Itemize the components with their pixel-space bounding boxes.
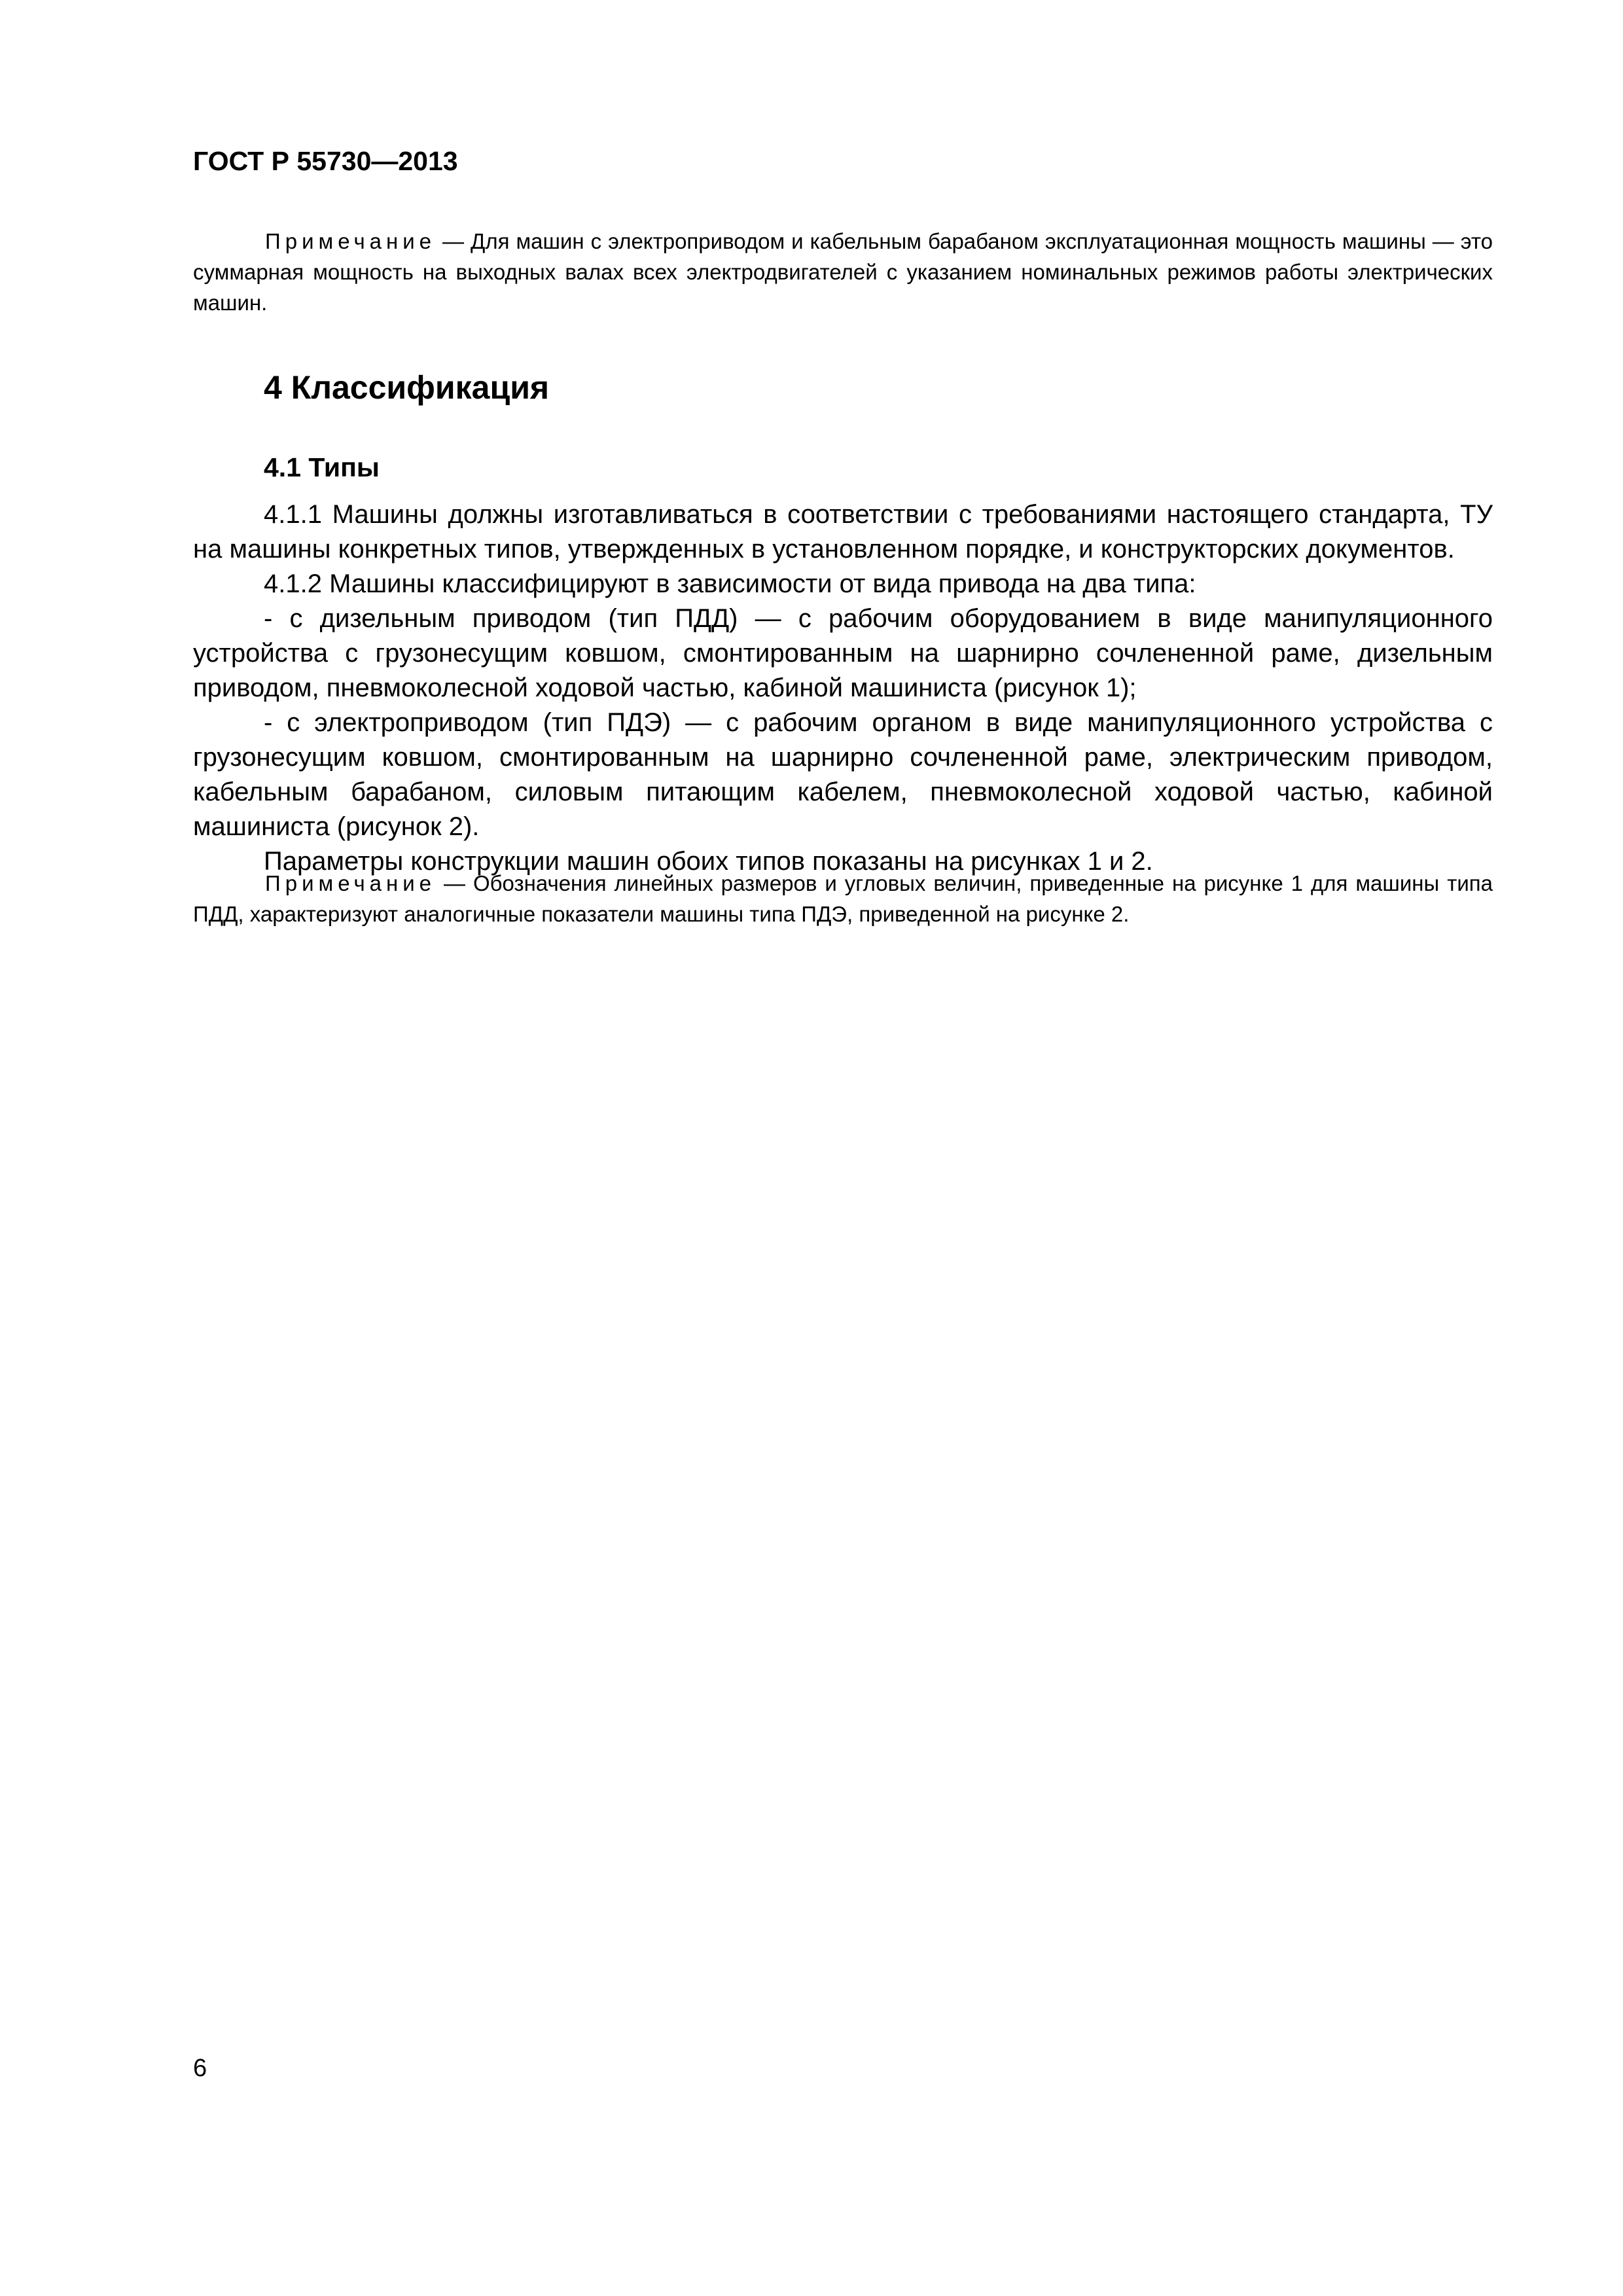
section-title-classification: 4 Классификация (264, 369, 550, 406)
standard-code-header: ГОСТ Р 55730—2013 (193, 146, 458, 176)
note-label: Примечание (265, 871, 437, 895)
page-number: 6 (193, 2054, 207, 2082)
subsection-body (193, 497, 1493, 879)
list-item-diesel-type: - с дизельным приводом (тип ПДД) — с рабочим оборудованием в виде манипуляционного устройства с грузонесущим ковшом, смонтированным на шарнирно сочлененной раме, дизельным приводом, пневмоколесной ходовой частью, кабиной машиниста (рисунок 1); (193, 604, 1493, 702)
note-text: — Для машин с электроприводом и кабельным барабаном эксплуатационная мощность машины — это суммарная мощность на выходных валах всех электродвигателей с указанием номинальных режимов работы электрических машин. (193, 229, 1493, 315)
note-label: Примечание (265, 229, 437, 253)
subsection-title-types: 4.1 Типы (264, 452, 380, 482)
note-text: — Обозначения линейных размеров и угловых величин, приведенные на рисунке 1 для машины типа ПДД, характеризуют аналогичные показатели машины типа ПДЭ, приведенной на рисунке 2. (193, 871, 1493, 926)
paragraph-4-1-1: 4.1.1 Машины должны изготавливаться в соответствии с требованиями настоящего стандарта, ТУ на машины конкретных типов, утвержденных в установленном порядке, и конструкторских документов. (193, 500, 1493, 564)
note-dimension-designations (193, 868, 1493, 929)
paragraph-4-1-2: 4.1.2 Машины классифицируют в зависимости от вида привода на два типа: (264, 569, 1196, 598)
note-electric-power (193, 226, 1493, 318)
paragraph-design-parameters: Параметры конструкции машин обоих типов показаны на рисунках 1 и 2. (264, 847, 1153, 876)
list-item-electric-type: - с электроприводом (тип ПДЭ) — с рабочим органом в виде манипуляционного устройства с грузонесущим ковшом, смонтированным на шарнирно сочлененной раме, электрическим приводом, кабельным барабаном, силовым питающим кабелем, пневмоколесной ходовой частью, кабиной машиниста (рисунок 2). (193, 708, 1493, 841)
